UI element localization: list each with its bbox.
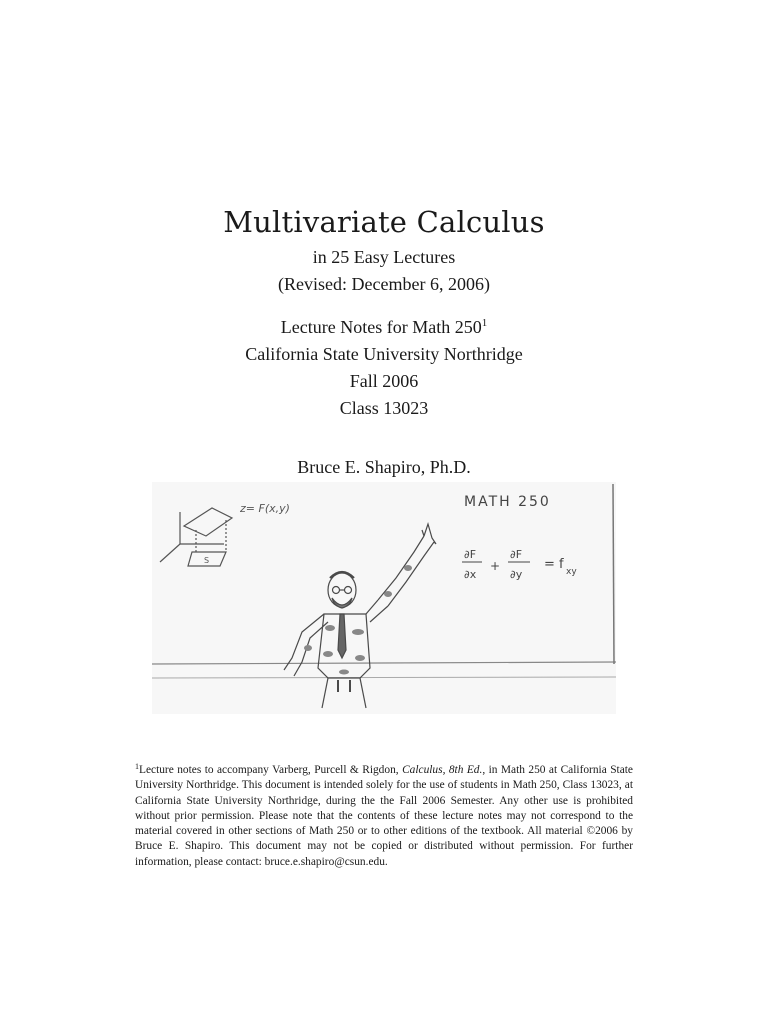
author-name: Bruce E. Shapiro, Ph.D. xyxy=(297,457,471,477)
board-heading: MATH 250 xyxy=(464,494,551,510)
university-name: California State University Northridge xyxy=(245,344,523,364)
function-label: z= F(x,y) xyxy=(240,502,290,515)
revision-date: (Revised: December 6, 2006) xyxy=(278,274,490,294)
lecture-notes-text: Lecture Notes for Math 250 xyxy=(280,317,482,337)
lecture-notes-line xyxy=(0,314,768,341)
footnote-book-title: Calculus, 8th Ed. xyxy=(402,764,483,776)
eq-denominator-1: ∂x xyxy=(464,568,477,581)
eq-numerator-2: ∂F xyxy=(510,548,523,561)
footnote xyxy=(135,763,633,870)
eq-numerator-1: ∂F xyxy=(464,548,477,561)
sketch-background xyxy=(152,482,616,714)
subtitle-line-1: in 25 Easy Lectures xyxy=(312,247,456,267)
footnote-text-part2: , in Math 250 at California State University Northridge. This document is intended solely for the use of students in Math 250, Class 13023, at California State University Northridge, during the the Fall 2006 Semester. Any other use is prohibited without prior permission. Please note that the contents of these lecture notes may not correspond to the material covered in other sections of Math 250 or to other editions of the textbook. All material ©2006 by Bruce E. Shapiro. This document may not be copied or distributed without permission. For further information, please contact: bruce.e.shapiro@csun.edu. xyxy=(135,764,633,868)
footnote-text-part1: Lecture notes to accompany Varberg, Purcell & Rigdon, xyxy=(139,764,403,776)
eq-result: = f xyxy=(544,557,564,572)
term: Fall 2006 xyxy=(349,371,419,391)
box-label: S xyxy=(204,556,210,565)
subtitle-block xyxy=(0,244,768,298)
pencil-drawing-illustration xyxy=(152,482,616,714)
footnote-number: 1 xyxy=(135,762,139,771)
document-title: Multivariate Calculus xyxy=(223,205,545,239)
class-number: Class 13023 xyxy=(339,398,429,418)
eq-denominator-2: ∂y xyxy=(510,568,523,581)
footnote-marker: 1 xyxy=(481,317,488,329)
eq-subscript: xy xyxy=(566,567,577,577)
board-right-edge xyxy=(613,484,614,664)
course-info xyxy=(0,314,768,422)
eq-plus: + xyxy=(490,559,501,573)
